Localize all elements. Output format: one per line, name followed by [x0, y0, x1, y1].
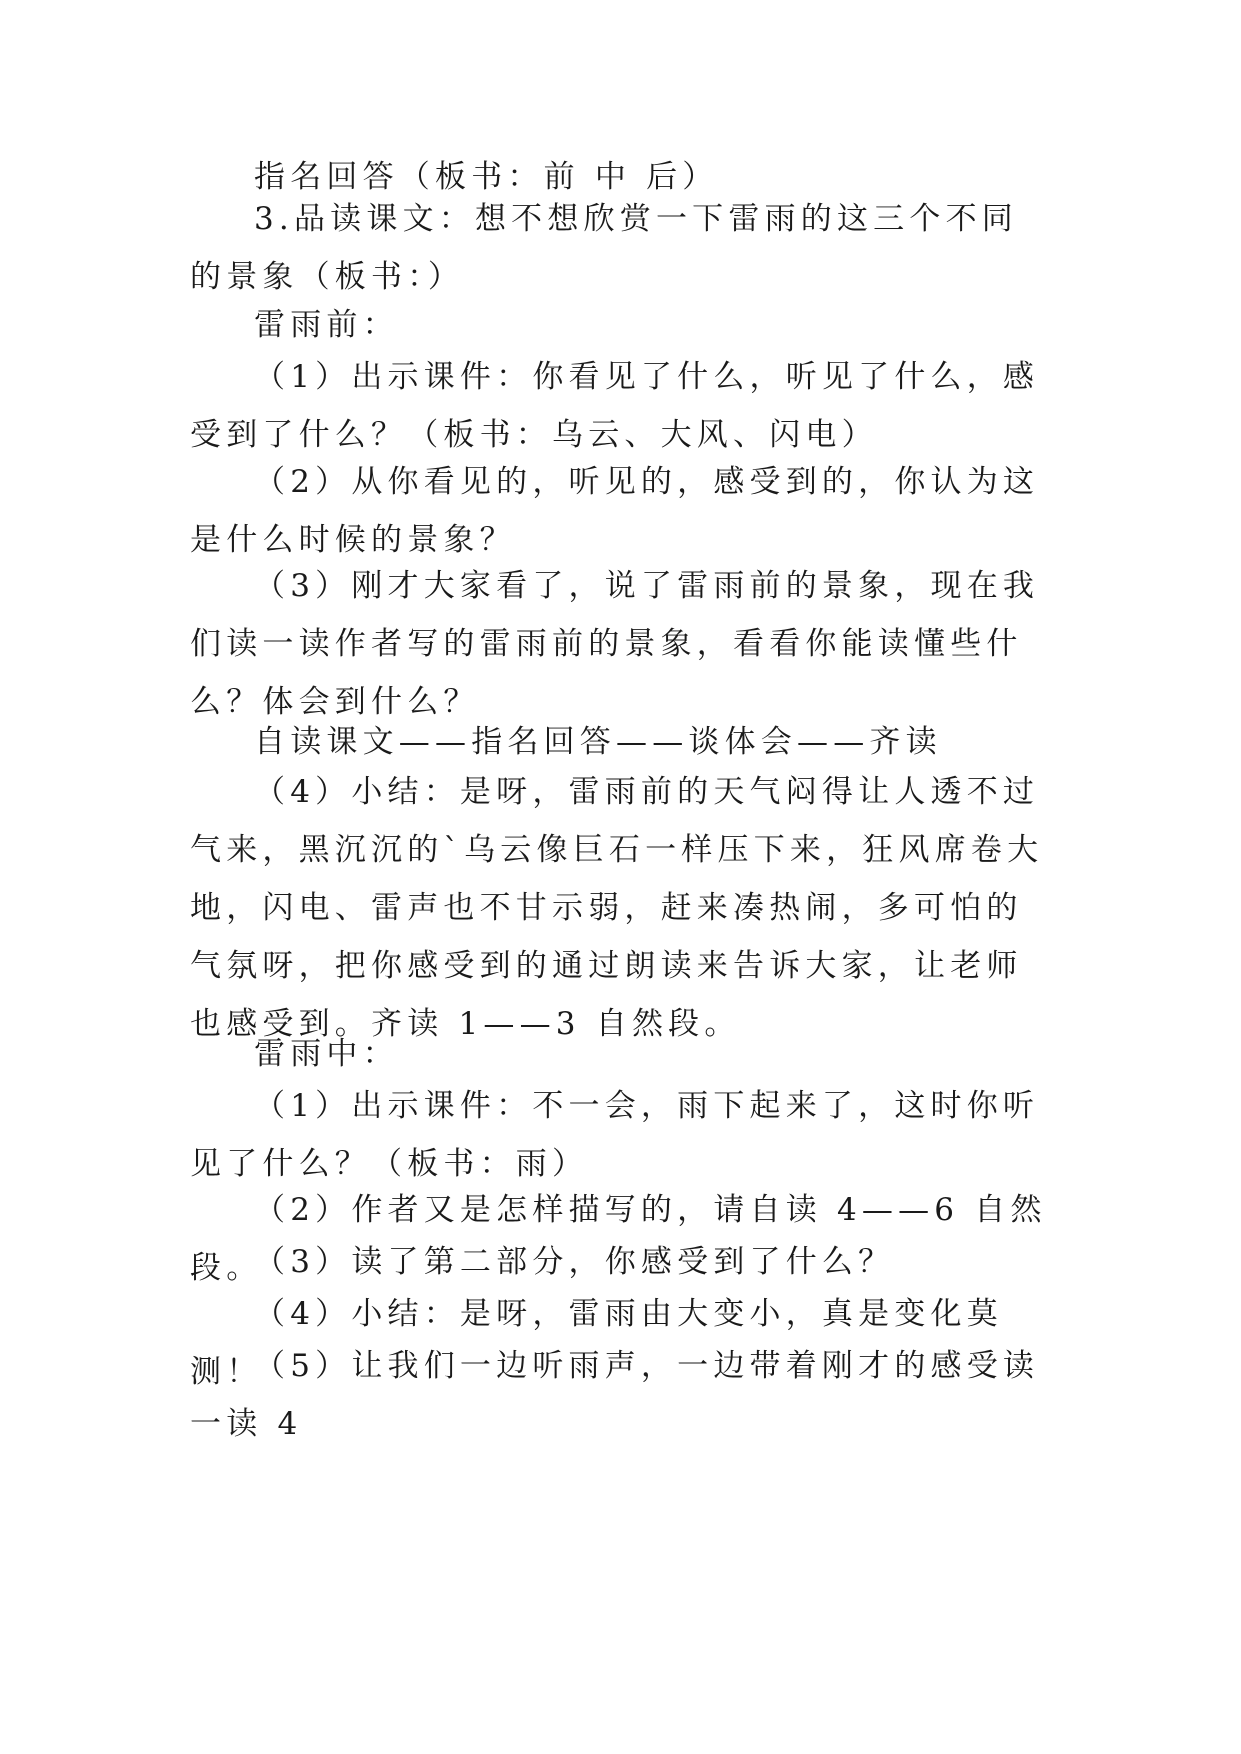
paragraph-before-summary: （4）小结：是呀，雷雨前的天气闷得让人透不过气来，黑沉沉的`乌云像巨石一样压下来，狂风席卷大地，闪电、雷声也不甘示弱，赶来凑热闹，多可怕的气氛呀，把你感受到的通过朗读来告诉大家，让老师也感受到。齐读 1——3 自然段。	[190, 774, 1044, 1042]
paragraph-answer-by-name: 指名回答（板书：前 中 后）	[254, 159, 719, 195]
heading-before-storm: 雷雨前：	[254, 307, 399, 343]
paragraph-before-2: （2）从你看见的，听见的，感受到的，你认为这是什么时候的景象？	[190, 464, 1040, 558]
paragraph-savor-text: 3.品读课文：想不想欣赏一下雷雨的这三个不同的景象（板书：）	[190, 201, 1018, 295]
paragraph-before-1: （1）出示课件：你看见了什么，听见了什么，感受到了什么？（板书：乌云、大风、闪电）	[190, 359, 1040, 453]
paragraph-during-2: （2）作者又是怎样描写的，请自读 4——6 自然段。	[190, 1192, 1047, 1286]
paragraph-during-1: （1）出示课件：不一会，雨下起来了，这时你听见了什么？（板书：雨）	[190, 1088, 1040, 1182]
paragraph-during-3: （3）读了第二部分，你感受到了什么？	[254, 1244, 895, 1280]
paragraph-during-5: （5）让我们一边听雨声，一边带着刚才的感受读一读 4	[190, 1348, 1040, 1442]
paragraph-during-4: （4）小结：是呀，雷雨由大变小，真是变化莫测！	[190, 1296, 1003, 1390]
heading-during-storm: 雷雨中：	[254, 1036, 399, 1072]
paragraph-reading-steps: 自读课文——指名回答——谈体会——齐读	[254, 724, 942, 760]
paragraph-before-3: （3）刚才大家看了，说了雷雨前的景象，现在我们读一读作者写的雷雨前的景象，看看你能读懂些什么？体会到什么？	[190, 568, 1040, 720]
